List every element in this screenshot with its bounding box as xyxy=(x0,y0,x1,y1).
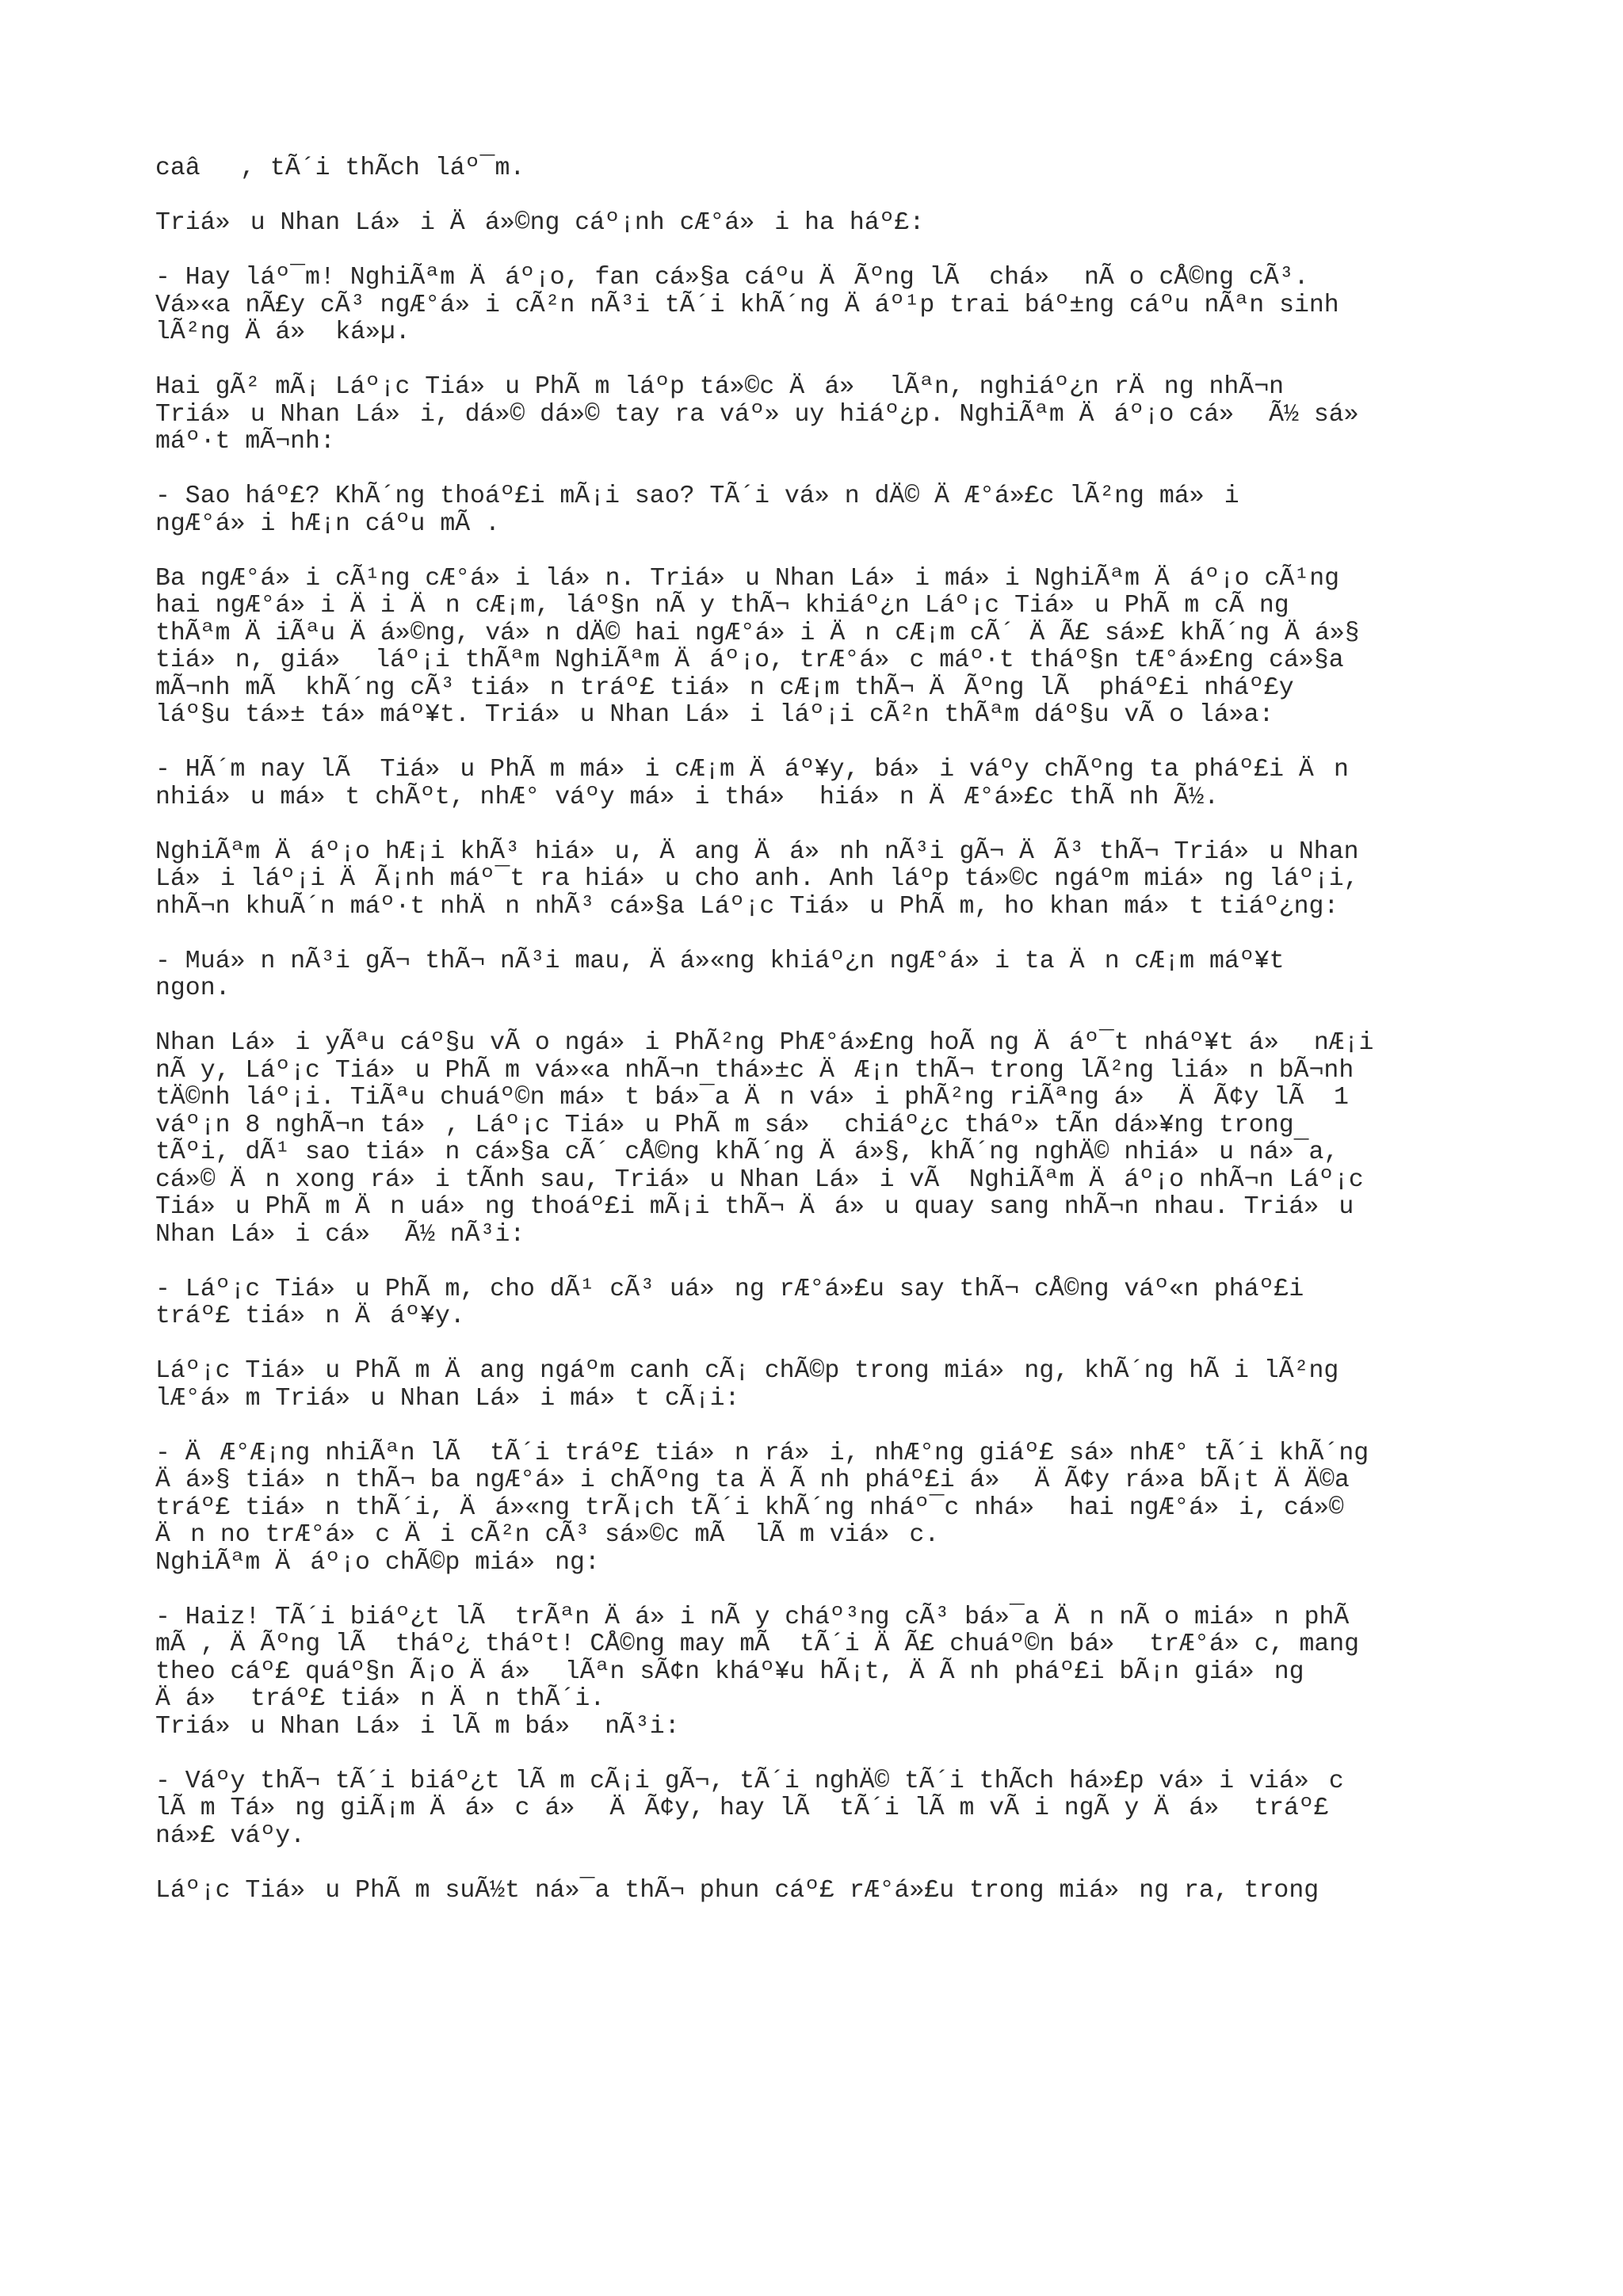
paragraph: - ÄÆ°Æ¡ng nhiÃªn lÃ tÃ´i tráº£ tiá»n rá»i, nhÆ°ng giáº£ sá» nhÆ° tÃ´i khÃ´ng Äá»§ tiá»n thÃ¬ ba ngÆ°á»i chÃºng ta ÄÃ nh pháº£i á» ÄÃ¢y rá»a bÃ¡t ÄÄ©a tráº£ tiá»n thÃ´i, Äá»«ng trÃ¡ch tÃ´i khÃ´ng nháº¯c nhá» hai ngÆ°á»i, cá»© Än no trÆ°á»c Äi cÃ²n cÃ³ sá»©c mÃ lÃ m viá»c. xyxy=(155,1439,1369,1549)
paragraph: Láº¡c Tiá»u PhÃ m suÃ½t ná»¯a thÃ¬ phun cáº£ rÆ°á»£u trong miá»ng ra, trong xyxy=(155,1876,1319,1905)
paragraph: NghiÃªm Äáº¡o hÆ¡i khÃ³ hiá»u, Äang Äá»nh nÃ³i gÃ¬ ÄÃ³ thÃ¬ Triá»u Nhan Lá»i láº¡i ÄÃ¡nh máº¯t ra hiá»u cho anh. Anh láºp tá»©c ngáºm miá»ng láº¡i, nhÃ¬n khuÃ´n máº·t nhÄn nhÃ³ cá»§a Láº¡c Tiá»u PhÃ m, ho khan má»t tiáº¿ng: xyxy=(155,837,1359,921)
paragraph: - Láº¡c Tiá»u PhÃ m, cho dÃ¹ cÃ³ uá»ng rÆ°á»£u say thÃ¬ cÅ©ng váº«n pháº£i tráº£ tiá»n Äáº¥y. xyxy=(155,1275,1304,1330)
paragraph: caâ, tÃ´i thÃch láº¯m. xyxy=(155,154,525,182)
paragraph: Nhan Lá»i yÃªu cáº§u vÃ o ngá»i PhÃ²ng PhÆ°á»£ng hoÃ ng Äáº¯t nháº¥t á» nÆ¡i nÃ y, Láº¡c Tiá»u PhÃ m vá»«a nhÃ¬n thá»±c ÄÆ¡n thÃ¬ trong lÃ²ng liá»n bÃ¬nh tÄ©nh láº¡i. TiÃªu chuáº©n má»t bá»¯a Än vá»i phÃ²ng riÃªng á» ÄÃ¢y lÃ 1 váº¡n 8 nghÃ¬n tá», Láº¡c Tiá»u PhÃ m sá» chiáº¿c tháº» tÃn dá»¥ng trong tÃºi, dÃ¹ sao tiá»n cá»§a cÃ´ cÅ©ng khÃ´ng Äá»§, khÃ´ng nghÄ© nhiá»u ná»¯a, cá»© Än xong rá»i tÃnh sau, Triá»u Nhan Lá»i vÃ NghiÃªm Äáº¡o nhÃ¬n Láº¡c Tiá»u PhÃ m Än uá»ng thoáº£i mÃ¡i thÃ¬ Äá»u quay sang nhÃ¬n nhau. Triá»u Nhan Lá»i cá» Ã½ nÃ³i: xyxy=(155,1029,1374,1249)
paragraph: - HÃ´m nay lÃ Tiá»u PhÃ m má»i cÆ¡m Äáº¥y, bá»i váºy chÃºng ta pháº£i Än nhiá»u má»t chÃºt, nhÆ° váºy má»i thá» hiá»n ÄÆ°á»£c thÃ nh Ã½. xyxy=(155,756,1349,811)
paragraph: NghiÃªm Äáº¡o chÃ©p miá»ng: xyxy=(155,1548,600,1577)
paragraph: - Sao háº£? KhÃ´ng thoáº£i mÃ¡i sao? TÃ´i vá»n dÄ© ÄÆ°á»£c lÃ²ng má»i ngÆ°á»i hÆ¡n cáºu mÃ . xyxy=(155,482,1239,538)
paragraph: - Hay láº¯m! NghiÃªm Äáº¡o, fan cá»§a cáºu ÄÃºng lÃ chá» nÃ o cÅ©ng cÃ³. Vá»«a nÃ£y cÃ³ ngÆ°á»i cÃ²n nÃ³i tÃ´i khÃ´ng Äáº¹p trai báº±ng cáºu nÃªn sinh lÃ²ng Äá» ká»µ. xyxy=(155,264,1339,346)
paragraph: Hai gÃ² mÃ¡ Láº¡c Tiá»u PhÃ m láºp tá»©c Äá» lÃªn, nghiáº¿n rÄng nhÃ¬n Triá»u Nhan Lá»i, dá»© dá»© tay ra váº» uy hiáº¿p. NghiÃªm Äáº¡o cá» Ã½ sá» máº·t mÃ¬nh: xyxy=(155,373,1379,456)
paragraph: - Muá»n nÃ³i gÃ¬ thÃ¬ nÃ³i mau, Äá»«ng khiáº¿n ngÆ°á»i ta Än cÆ¡m máº¥t ngon. xyxy=(155,947,1285,1002)
paragraph: Triá»u Nhan Lá»i lÃ m bá» nÃ³i: xyxy=(155,1712,680,1741)
paragraph: - Haiz! TÃ´i biáº¿t lÃ trÃªn Äá»i nÃ y cháº³ng cÃ³ bá»¯a Än nÃ o miá» n phÃ mÃ , ÄÃºng lÃ tháº¿ tháºt! CÅ©ng may mÃ tÃ´i ÄÃ£ chuáº©n bá» trÆ°á»c, mang theo cáº£ quáº§n Ã¡o Äá» lÃªn sÃ¢n kháº¥u hÃ¡t, ÄÃ nh pháº£i bÃ¡n giá»ng Äá» tráº£ tiá»n Än thÃ´i. xyxy=(155,1603,1360,1713)
document-page xyxy=(155,155,1503,1905)
paragraph: Ba ngÆ°á»i cÃ¹ng cÆ°á»i lá»n. Triá»u Nhan Lá»i má»i NghiÃªm Äáº¡o cÃ¹ng hai ngÆ°á»i Äi Än cÆ¡m, láº§n nÃ y thÃ¬ khiáº¿n Láº¡c Tiá»u PhÃ m cÃ ng thÃªm ÄiÃªu Äá»©ng, vá»n dÄ© hai ngÆ°á»i Än cÆ¡m cÃ´ ÄÃ£ sá»£ khÃ´ng Äá»§ tiá»n, giá» láº¡i thÃªm NghiÃªm Äáº¡o, trÆ°á»c máº·t tháº§n tÆ°á»£ng cá»§a mÃ¬nh mÃ khÃ´ng cÃ³ tiá»n tráº£ tiá»n cÆ¡m thÃ¬ ÄÃºng lÃ pháº£i nháº£y láº§u tá»± tá» máº¥t. Triá»u Nhan Lá»i láº¡i cÃ²n thÃªm dáº§u vÃ o lá»a: xyxy=(155,564,1360,729)
paragraph: Triá»u Nhan Lá»i Äá»©ng cáº¡nh cÆ°á»i ha háº£: xyxy=(155,209,925,237)
paragraph: Láº¡c Tiá»u PhÃ m Äang ngáºm canh cÃ¡ chÃ©p trong miá»ng, khÃ´ng hÃ i lÃ²ng lÆ°á»m Triá»u Nhan Lá»i má»t cÃ¡i: xyxy=(155,1357,1339,1413)
paragraph: - Váºy thÃ¬ tÃ´i biáº¿t lÃ m cÃ¡i gÃ¬, tÃ´i nghÄ© tÃ´i thÃch há»£p vá»i viá»c lÃ m Tá»ng giÃ¡m Äá»c á» ÄÃ¢y, hay lÃ tÃ´i lÃ m vÃ i ngÃ y Äá» tráº£ ná»£ váºy. xyxy=(155,1767,1344,1850)
